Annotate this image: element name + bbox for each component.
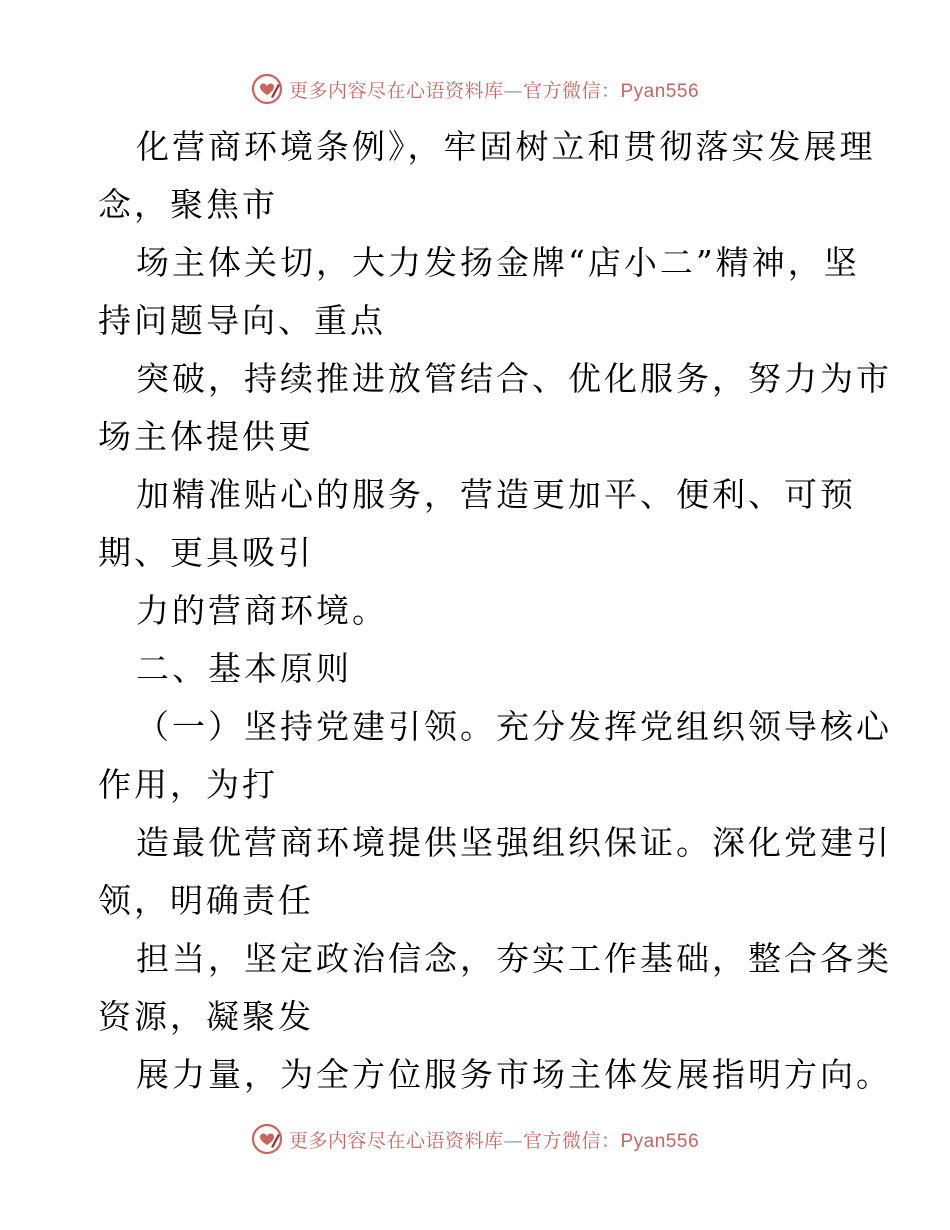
heart-pen-logo-icon [251,1123,283,1155]
text-line: 加精准贴心的服务，营造更加平、便利、可预 [136,475,856,514]
text-line: 期、更具吸引 [98,533,314,572]
text-line: 念，聚焦市 [98,185,278,224]
text-line: 造最优营商环境提供坚强组织保证。深化党建引 [136,823,892,862]
text-line: 场主体关切，大力发扬金牌“店小二”精神，坚 [136,243,860,282]
header-watermark [0,72,950,106]
text-line: 作用，为打 [98,765,278,804]
watermark-text: 更多内容尽在心语资料库—官方微信：Pyan556 [288,79,700,102]
watermark-text: 更多内容尽在心语资料库—官方微信：Pyan556 [288,1129,700,1152]
text-line: （一）坚持党建引领。充分发挥党组织领导核心 [136,707,892,746]
text-line: 突破，持续推进放管结合、优化服务，努力为市 [136,359,892,398]
document-body [98,118,892,1104]
text-line: 担当，坚定政治信念，夯实工作基础，整合各类 [136,939,892,978]
text-line: 领，明确责任 [98,881,314,920]
text-line: 场主体提供更 [98,417,314,456]
text-line: 持问题导向、重点 [98,301,386,340]
footer-watermark [0,1122,950,1156]
text-line: 展力量，为全方位服务市场主体发展指明方向。 [136,1055,892,1094]
text-line: 力的营商环境。 [136,591,388,630]
heart-pen-logo-icon [251,73,283,105]
text-line: 化营商环境条例》，牢固树立和贯彻落实发展理 [136,127,876,166]
text-line: 资源，凝聚发 [98,997,314,1036]
section-heading: 二、基本原则 [136,649,352,688]
